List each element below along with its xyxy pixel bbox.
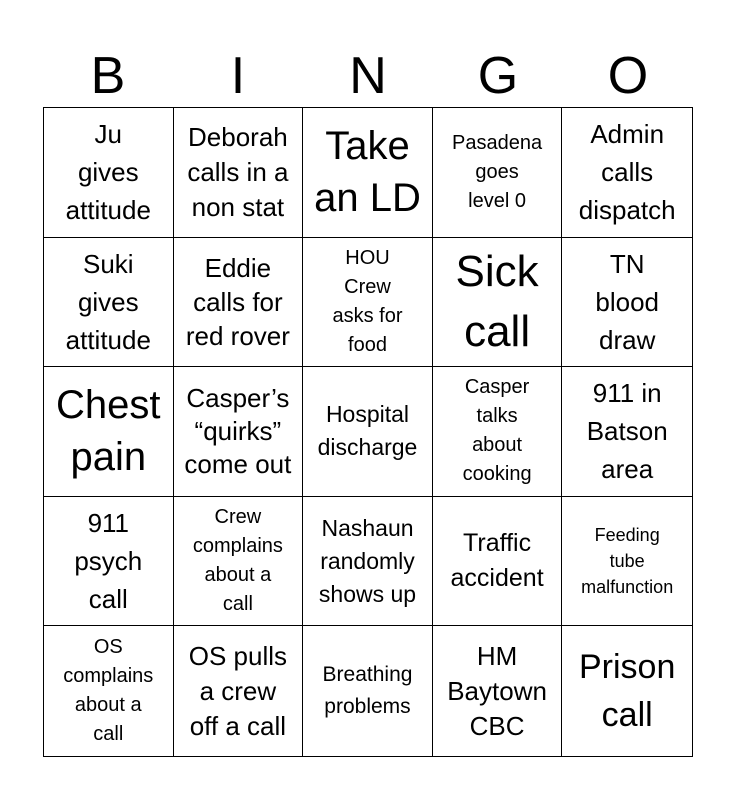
bingo-cell[interactable]: [303, 108, 433, 238]
bingo-cell[interactable]: [174, 497, 304, 627]
header-letter-n: N: [349, 47, 387, 105]
bingo-cell[interactable]: [44, 108, 174, 238]
cell-text: Feeding tube malfunction: [581, 525, 674, 598]
cell-text: Casper’s “quirks” come out: [184, 382, 292, 479]
cell-text: Chest pain: [56, 383, 161, 480]
bingo-cell[interactable]: [303, 626, 433, 756]
cell-text: Hospital discharge: [317, 401, 418, 461]
bingo-cell[interactable]: [562, 626, 692, 756]
bingo-cell[interactable]: [433, 108, 563, 238]
bingo-header: [43, 46, 693, 106]
cell-text: OS pulls a crew off a call: [188, 640, 288, 741]
cell-text: Sick call: [455, 246, 539, 356]
cell-text: Suki gives attitude: [65, 248, 151, 355]
cell-text: HM Baytown CBC: [447, 640, 547, 741]
cell-text: 911 psych call: [74, 508, 143, 615]
bingo-cell[interactable]: [433, 238, 563, 368]
cell-text: Ju gives attitude: [65, 119, 151, 226]
cell-text: TN blood draw: [595, 248, 659, 355]
bingo-cell[interactable]: [174, 626, 304, 756]
cell-text: Prison call: [579, 648, 676, 735]
header-letter-b: B: [90, 47, 126, 105]
header-letter-g: G: [477, 47, 519, 105]
cell-text: Casper talks about cooking: [462, 376, 532, 486]
bingo-cell[interactable]: [44, 367, 174, 497]
header-letter-i: I: [230, 47, 246, 105]
bingo-cell[interactable]: [433, 626, 563, 756]
bingo-cell[interactable]: [174, 108, 304, 238]
cell-text: Crew complains about a call: [192, 506, 283, 616]
bingo-cell[interactable]: [562, 238, 692, 368]
bingo-cell[interactable]: [303, 497, 433, 627]
cell-text: Breathing problems: [322, 663, 413, 719]
cell-text: HOU Crew asks for food: [332, 246, 403, 356]
bingo-cell[interactable]: [303, 367, 433, 497]
cell-text: 911 in Batson area: [586, 378, 668, 485]
header-letter-o: O: [607, 47, 649, 105]
bingo-cell[interactable]: [562, 367, 692, 497]
cell-text: Eddie calls for red rover: [185, 252, 290, 351]
bingo-cell[interactable]: [303, 238, 433, 368]
cell-text: Admin calls dispatch: [578, 119, 676, 226]
bingo-cell[interactable]: [433, 367, 563, 497]
cell-text: Deborah calls in a non stat: [187, 121, 289, 222]
bingo-cell[interactable]: [44, 626, 174, 756]
bingo-cell[interactable]: [562, 108, 692, 238]
bingo-cell[interactable]: [174, 238, 304, 368]
cell-text: Traffic accident: [450, 529, 544, 593]
bingo-cell[interactable]: [562, 497, 692, 627]
bingo-grid: [43, 107, 693, 757]
bingo-cell[interactable]: [44, 238, 174, 368]
bingo-cell[interactable]: [44, 497, 174, 627]
cell-text: Pasadena goes level 0: [452, 131, 543, 212]
bingo-cell[interactable]: [174, 367, 304, 497]
cell-text: OS complains about a call: [63, 636, 154, 746]
cell-text: Take an LD: [314, 124, 421, 221]
bingo-cell[interactable]: [433, 497, 563, 627]
cell-text: Nashaun randomly shows up: [318, 514, 417, 607]
